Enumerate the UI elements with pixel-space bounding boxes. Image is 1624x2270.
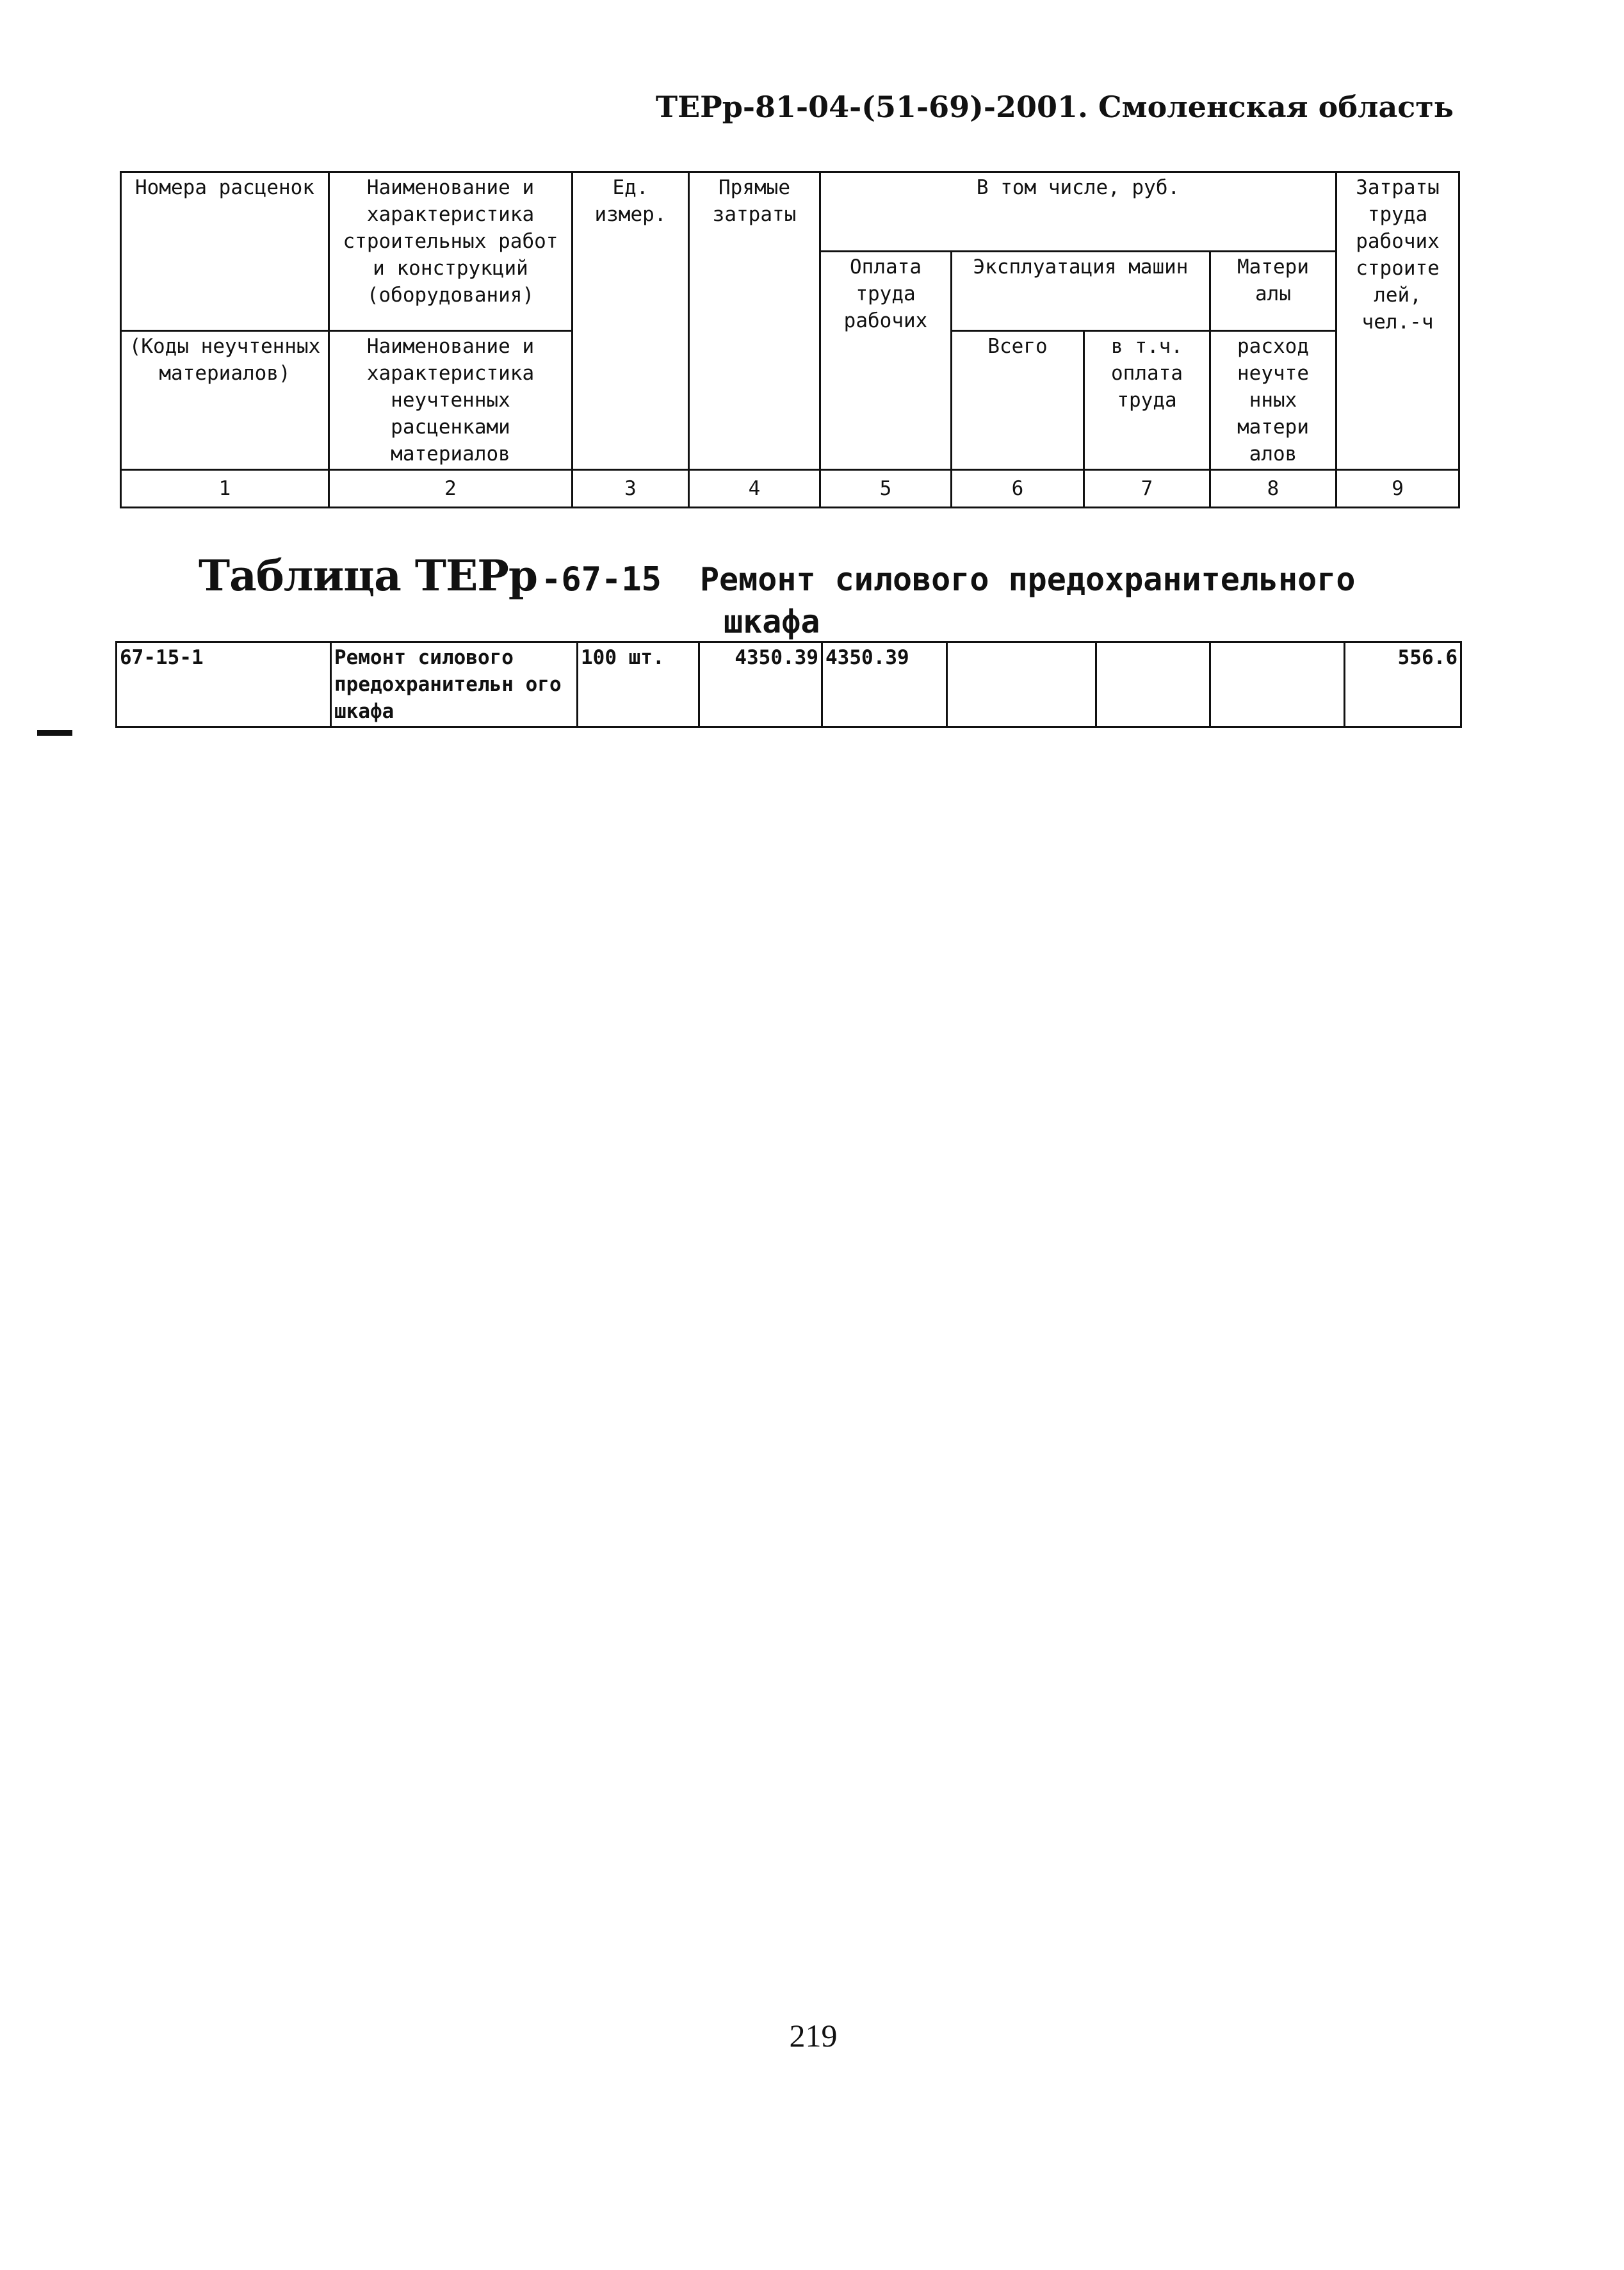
header-col3-unit: Ед. измер. [572, 172, 689, 470]
table-heading-prefix: Таблица ТЕРр [199, 551, 538, 601]
header-group-including: В том числе, руб. [820, 172, 1336, 252]
table-heading-title: Ремонт силового предохранительного [699, 561, 1356, 598]
column-number: 2 [329, 470, 572, 508]
header-col2-top: Наименование и характеристика строительных работ и конструкций (оборудования) [329, 172, 572, 331]
column-number: 8 [1210, 470, 1336, 508]
labor-hours: 556.6 [1345, 642, 1461, 727]
running-header: ТЕРр-81-04-(51-69)-2001. Смоленская область [655, 90, 1454, 124]
table-heading-code: -67-15 [541, 560, 662, 599]
header-col5-labor-pay: Оплата труда рабочих [820, 252, 952, 470]
column-header-table [120, 171, 1460, 508]
page-number: 219 [789, 2018, 838, 2054]
rates-table [115, 641, 1462, 728]
header-col6-total: Всего [952, 331, 1084, 470]
column-number: 7 [1084, 470, 1210, 508]
column-number: 4 [689, 470, 820, 508]
column-number: 1 [121, 470, 329, 508]
machines-total [947, 642, 1096, 727]
column-number: 3 [572, 470, 689, 508]
margin-mark [37, 730, 72, 736]
header-col8-materials: Матери алы [1210, 252, 1336, 331]
table-heading [199, 551, 1434, 640]
table-heading-title-line2: шкафа [724, 603, 820, 640]
header-col7-labor-share: в т.ч. оплата труда [1084, 331, 1210, 470]
labor-pay: 4350.39 [822, 642, 947, 727]
column-number: 5 [820, 470, 952, 508]
materials [1210, 642, 1345, 727]
header-machines-group: Эксплуатация машин [952, 252, 1210, 331]
machines-labor [1096, 642, 1210, 727]
header-col1-bottom: (Коды неучтенных материалов) [121, 331, 329, 470]
direct-costs: 4350.39 [699, 642, 822, 727]
rate-code: 67-15-1 [117, 642, 331, 727]
column-number: 6 [952, 470, 1084, 508]
table-row [117, 642, 1461, 727]
header-col1-top: Номера расценок [121, 172, 329, 331]
header-col2-bottom: Наименование и характеристика неучтенных расценками материалов [329, 331, 572, 470]
header-col8-unaccounted: расход неучте нных матери алов [1210, 331, 1336, 470]
unit: 100 шт. [578, 642, 699, 727]
header-col4-direct-costs: Прямые затраты [689, 172, 820, 470]
column-number: 9 [1336, 470, 1459, 508]
work-name: Ремонт силового предохранительн ого шкафа [331, 642, 578, 727]
header-col9-labor-hours: Затраты труда рабочих строите лей, чел.-ч [1336, 172, 1459, 470]
